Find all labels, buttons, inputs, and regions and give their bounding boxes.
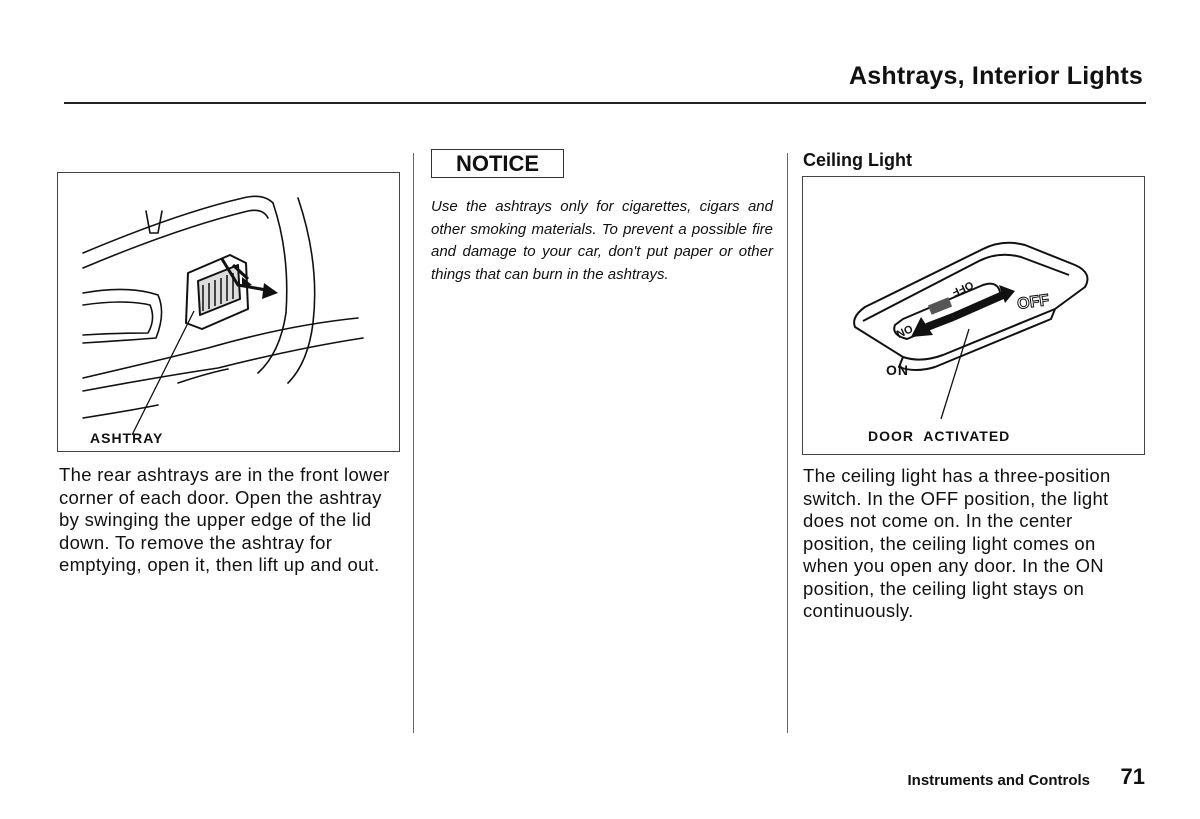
ashtray-illustration (58, 173, 401, 453)
column-divider-right (787, 153, 788, 733)
switch-on-small-label: ON (894, 321, 915, 340)
title-rule (64, 102, 1146, 104)
ceiling-light-illustration (803, 177, 1146, 456)
ceiling-light-heading: Ceiling Light (803, 150, 912, 170)
footer-section-name: Instruments and Controls (907, 772, 1090, 789)
ceiling-light-body-text: The ceiling light has a three-position switch. In the OFF position, the light does not come on. In the center position, the ceiling light comes on when you open any door. In the ON position, the ceiling light stays on continuously. (803, 465, 1111, 621)
ashtray-figure (57, 172, 400, 452)
notice-heading: NOTICE (431, 149, 564, 178)
column-divider-left (413, 153, 414, 733)
notice-text: Use the ashtrays only for cigarettes, cigars and other smoking materials. To prevent a possible fire and damage to your car, don't put paper or other things that can burn in the ashtrays. (431, 198, 773, 283)
off-label: OFF (1016, 291, 1051, 314)
ceiling-light-figure (802, 176, 1145, 455)
page-number: 71 (1120, 764, 1145, 789)
ashtray-label: ASHTRAY (90, 430, 164, 446)
switch-off-small-label: OFF (950, 278, 976, 299)
ashtray-body-text: The rear ashtrays are in the front lower corner of each door. Open the ashtray by swinging the upper edge of the lid down. To remove the ashtray for emptying, open it, then lift up and out. (59, 464, 390, 575)
on-label: ON (886, 362, 909, 378)
page-title: Ashtrays, Interior Lights (849, 62, 1143, 90)
door-activated-label: DOOR ACTIVATED (868, 428, 1011, 444)
